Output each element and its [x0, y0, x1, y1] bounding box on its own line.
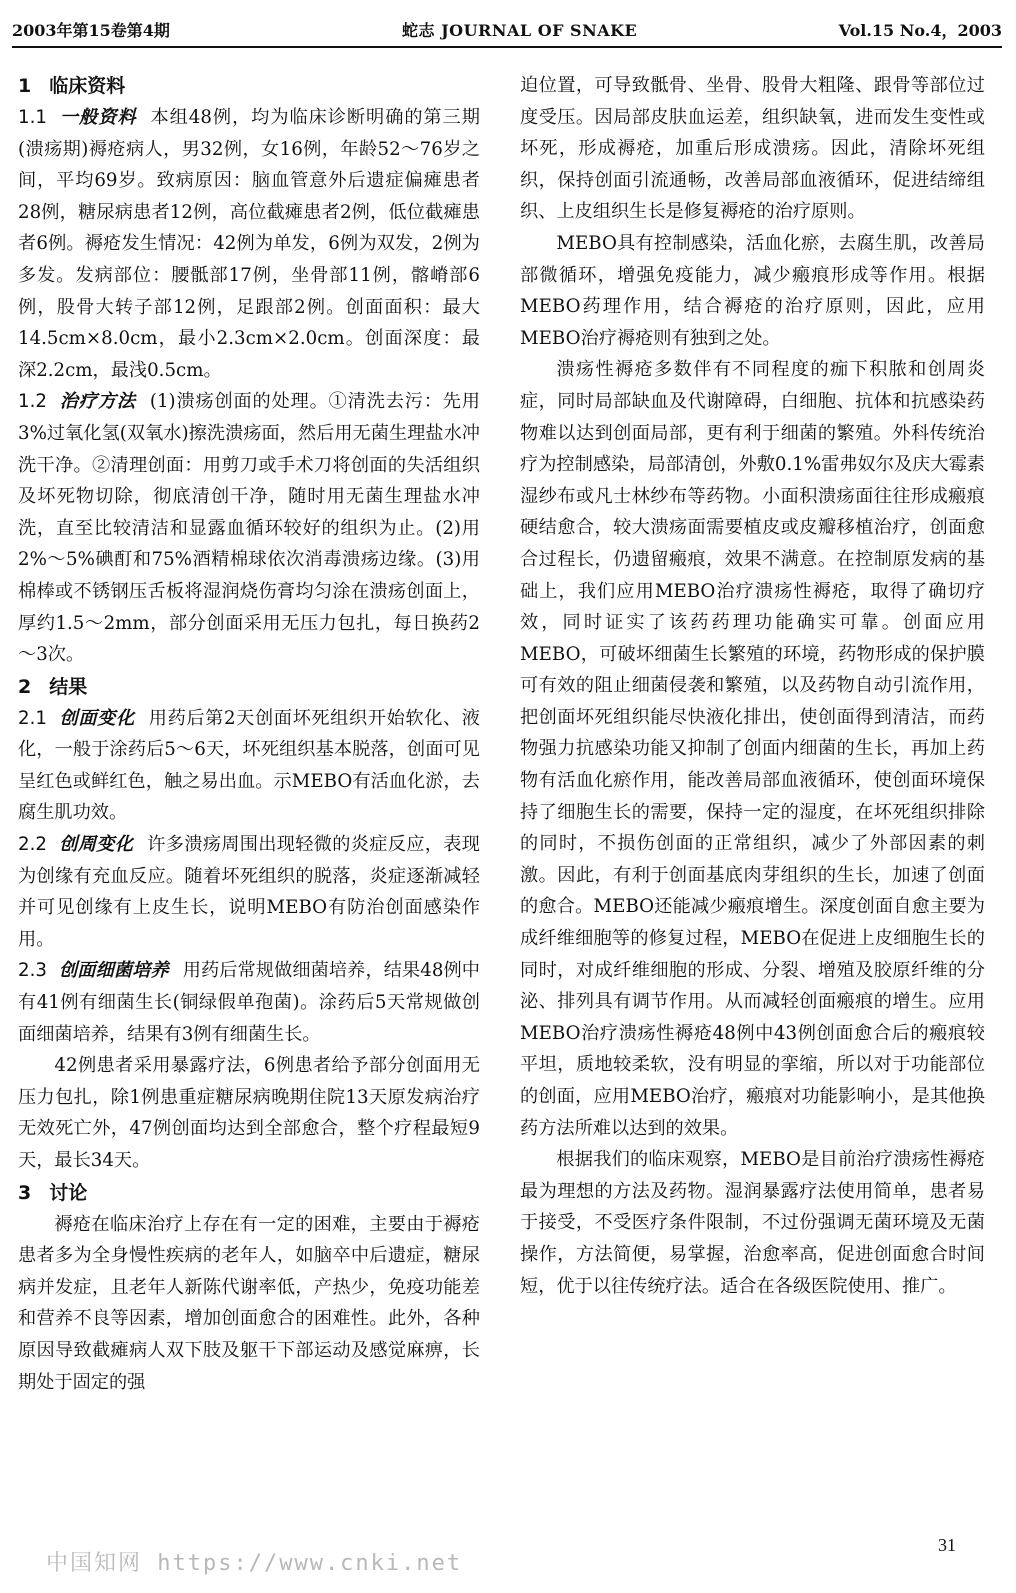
subsection-2-3-text: 用药后常规做细菌培养，结果48例中有41例有细菌生长(铜绿假单孢菌)。涂药后5天常规做创面细菌培养，结果有3例有细菌生长。 [18, 960, 480, 1045]
section-heading-2: 2 结果 [18, 675, 88, 698]
subsection-1-1: 1.1 一般资料 本组48例，均为临床诊断明确的第三期(溃疡期)褥疮病人，男32例，女16例，年龄52～76岁之间，平均69岁。致病原因：脑血管意外后遗症偏瘫患者28例，糖尿病患者12例，高位截瘫患者2例，低位截瘫患者6例。褥疮发生情况：42例为单发，6例为双发，2例为多发。发病部位：腰骶部17例，坐骨部11例，髂嵴部6例，股骨大转子部12例，足跟部2例。创面面积：最大14.5cm×8.0cm，最小2.3cm×2.0cm。创面深度：最深2.2cm，最浅0.5cm。 [18, 107, 480, 381]
running-header [12, 14, 1002, 44]
header-rule [12, 46, 1002, 48]
section-heading-1: 1 临床资料 [18, 75, 126, 97]
section-heading-3: 3 讨论 [18, 1181, 88, 1204]
discussion-paragraph-4: 根据我们的临床观察，MEBO是目前治疗溃疡性褥疮最为理想的方法及药物。湿润暴露疗法使用简单，患者易于接受，不受医疗条件限制，不过份强调无菌环境及无菌操作，方法简便，易掌握，治愈率高，促进创面愈合时间短，优于以往传统疗法。适合在各级医院使用、推广。 [520, 1149, 985, 1297]
discussion-paragraph-1-start: 褥疮在临床治疗上存在有一定的困难，主要由于褥疮患者多为全身慢性疾病的老年人，如脑卒中后遗症，糖尿病并发症，且老年人新陈代谢率低，产热少，免疫功能差和营养不良等因素，增加创面愈合的困难性。此外，各种原因导致截瘫病人双下肢及躯干下部运动及感觉麻痹，长期处于固定的强 [18, 1213, 480, 1393]
subsection-2-3: 2.3 创面细菌培养 用药后常规做细菌培养，结果48例中有41例有细菌生长(铜绿假单孢菌)。涂药后5天常规做创面细菌培养，结果有3例有细菌生长。 [18, 960, 480, 1045]
cnki-watermark: 中国知网 https://www.cnki.net [46, 1551, 463, 1576]
subsection-2-2-text: 许多溃疡周围出现轻微的炎症反应，表现为创缘有充血反应。随着坏死组织的脱落，炎症逐渐减轻并可见创缘有上皮生长，说明MEBO有防治创面感染作用。 [18, 834, 480, 950]
header-journal-title: 蛇志 JOURNAL OF SNAKE [402, 21, 638, 40]
results-paragraph: 42例患者采用暴露疗法，6例患者给予部分创面用无压力包扎，除1例患重症糖尿病晚期住院13天原发病治疗无效死亡外，47例创面均达到全部愈合，整个疗程最短9天，最长34天。 [18, 1055, 480, 1171]
subsection-2-1: 2.1 创面变化 用药后第2天创面坏死组织开始软化、液化，一般于涂药后5～6天，坏死组织基本脱落，创面可见呈红色或鲜红色，触之易出血。示MEBO有活血化淤，去腐生肌功效。 [18, 707, 480, 824]
subsection-1-2-text: (1)溃疡创面的处理。①清洗去污：先用3%过氧化氢(双氧水)擦洗溃疡面，然后用无菌生理盐水冲洗干净。②清理创面：用剪刀或手术刀将创面的失活组织及坏死物切除，彻底清创干净，随时用无菌生理盐水冲洗，直至比较清洁和显露血循环较好的组织为止。(2)用2%～5%碘酊和75%酒精棉球依次消毒溃疡边缘。(3)用棉棒或不锈钢压舌板将湿润烧伤膏均匀涂在溃疡创面上，厚约1.5～2mm，部分创面采用无压力包扎，每日换药2～3次。 [18, 391, 480, 666]
discussion-paragraph-3: 溃疡性褥疮多数伴有不同程度的痂下积脓和创周炎症，同时局部缺血及代谢障碍，白细胞、抗体和抗感染药物难以达到创面局部，更有利于细菌的繁殖。外科传统治疗为控制感染，局部清创，外敷0.1%雷弗奴尔及庆大霉素湿纱布或凡士林纱布等药物。小面积溃疡面往往形成瘢痕硬结愈合，较大溃疡面需要植皮或皮瓣移植治疗，创面愈合过程长，仍遗留瘢痕，效果不满意。在控制原发病的基础上，我们应用MEBO治疗溃疡性褥疮，取得了确切疗效，同时证实了该药药理功能确实可靠。创面应用MEBO，可破坏细菌生长繁殖的环境，药物形成的保护膜可有效的阻止细菌侵袭和繁殖，以及药物自动引流作用，把创面坏死组织能尽快液化排出，使创面得到清洁，而药物强力抗感染功能又抑制了创面内细菌的生长，再加上药物有活血化瘀作用，能改善局部血液循环，使创面环境保持了细胞生长的需要，保持一定的湿度，在坏死组织排除的同时，不损伤创面的正常组织，减少了外部因素的刺激。因此，有利于创面基底肉芽组织的生长，加速了创面的愈合。MEBO还能减少瘢痕增生。深度创面自愈主要为成纤维细胞等的修复过程，MEBO在促进上皮细胞生长的同时，对成纤维细胞的形成、分裂、增殖及胶原纤维的分泌、排列具有调节作用。从而减轻创面瘢痕的增生。应用MEBO治疗溃疡性褥疮48例中43例创面愈合后的瘢痕较平坦，质地较柔软，没有明显的挛缩，所以对于功能部位的创面，应用MEBO治疗，瘢痕对功能影响小，是其他换药方法所难以达到的效果。 [520, 359, 985, 1139]
subsection-2-2: 2.2 创周变化 许多溃疡周围出现轻微的炎症反应，表现为创缘有充血反应。随着坏死组织的脱落，炎症逐渐减轻并可见创缘有上皮生长，说明MEBO有防治创面感染作用。 [18, 834, 480, 950]
subsection-2-1-text: 用药后第2天创面坏死组织开始软化、液化，一般于涂药后5～6天，坏死组织基本脱落，创面可见呈红色或鲜红色，触之易出血。示MEBO有活血化淤，去腐生肌功效。 [18, 707, 480, 824]
discussion-paragraph-1-end: 迫位置，可导致骶骨、坐骨、股骨大粗隆、跟骨等部位过度受压。因局部皮肤血运差，组织缺氧，进而发生变性或坏死，形成褥疮，加重后形成溃疡。因此，清除坏死组织，保持创面引流通畅，改善局部血液循环，促进结缔组织、上皮组织生长是修复褥疮的治疗原则。 [520, 75, 985, 223]
page-number: 31 [938, 1535, 956, 1555]
left-column [18, 70, 480, 1398]
subsection-1-2: 1.2 治疗方法 (1)溃疡创面的处理。①清洗去污：先用3%过氧化氢(双氧水)擦洗溃疡面，然后用无菌生理盐水冲洗干净。②清理创面：用剪刀或手术刀将创面的失活组织及坏死物切除，彻底清创干净，随时用无菌生理盐水冲洗，直至比较清洁和显露血循环较好的组织为止。(2)用2%～5%碘酊和75%酒精棉球依次消毒溃疡边缘。(3)用棉棒或不锈钢压舌板将湿润烧伤膏均匀涂在溃疡创面上，厚约1.5～2mm，部分创面采用无压力包扎，每日换药2～3次。 [18, 391, 480, 666]
subsection-1-1-text: 本组48例，均为临床诊断明确的第三期(溃疡期)褥疮病人，男32例，女16例，年龄52～76岁之间，平均69岁。致病原因：脑血管意外后遗症偏瘫患者28例，糖尿病患者12例，高位截瘫患者2例，低位截瘫患者6例。褥疮发生情况：42例为单发，6例为双发，2例为多发。发病部位：腰骶部17例，坐骨部11例，髂嵴部6例，股骨大转子部12例，足跟部2例。创面面积：最大14.5cm×8.0cm，最小2.3cm×2.0cm。创面深度：最深2.2cm，最浅0.5cm。 [18, 107, 480, 381]
discussion-paragraph-2: MEBO具有控制感染，活血化瘀，去腐生肌，改善局部微循环，增强免疫能力，减少瘢痕形成等作用。根据MEBO药理作用，结合褥疮的治疗原则，因此，应用MEBO治疗褥疮则有独到之处。 [520, 232, 985, 349]
header-issue: 2003年第15卷第4期 [12, 21, 170, 40]
right-column [520, 70, 985, 1302]
header-volume: Vol.15 No.4，2003 [838, 21, 1002, 40]
